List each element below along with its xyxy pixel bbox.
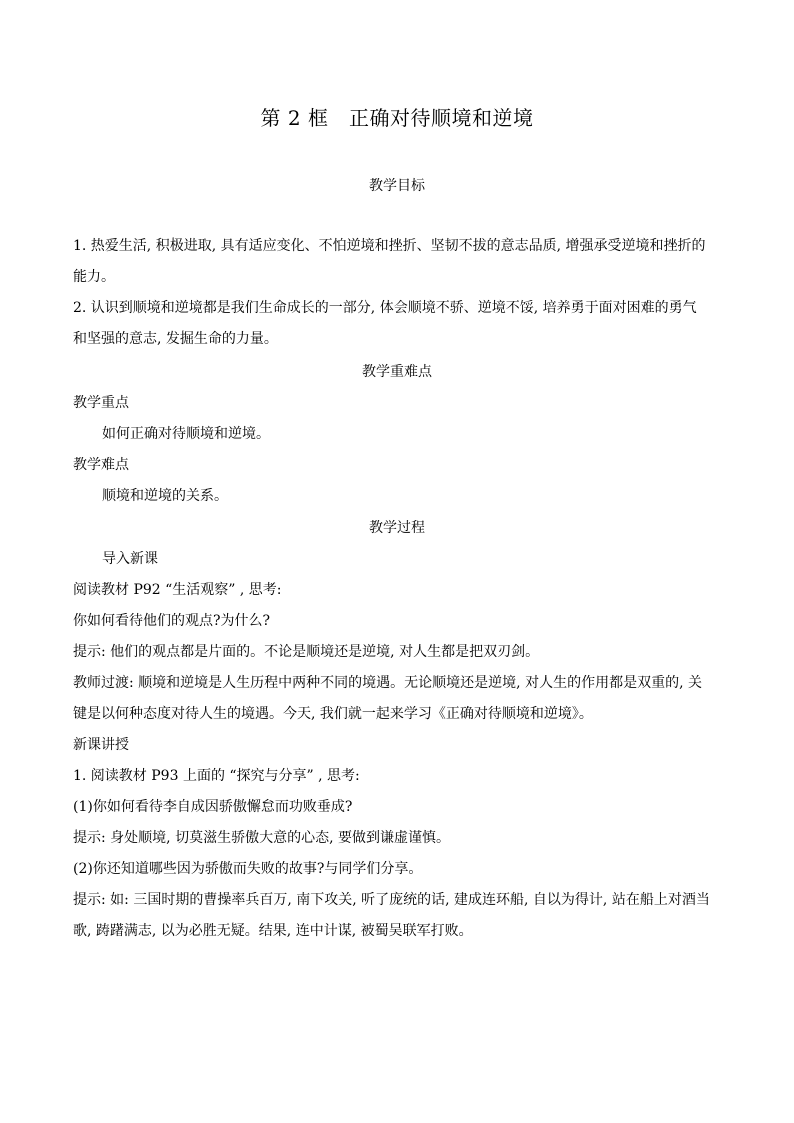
transition-line-1: 教师过渡: 顺境和逆境是人生历程中两种不同的境遇。无论顺境还是逆境, 对人生的作用都是双重的, 关 — [73, 675, 702, 691]
read-p92-line: 阅读教材 P92 “生活观察” , 思考: — [73, 582, 282, 598]
difficult-point-text: 顺境和逆境的关系。 — [102, 488, 228, 504]
section-heading-process: 教学过程 — [369, 520, 425, 536]
hint-2: 提示: 身处顺境, 切莫滋生骄傲大意的心态, 要做到谦虚谨慎。 — [73, 830, 450, 846]
section-heading-key-difficult: 教学重难点 — [362, 364, 432, 380]
hint-1: 提示: 他们的观点都是片面的。不论是顺境还是逆境, 对人生都是把双刃剑。 — [73, 644, 540, 660]
page-title: 第 2 框 正确对待顺境和逆境 — [260, 106, 534, 130]
goal-1-line-1: 1. 热爱生活, 积极进取, 具有适应变化、不怕逆境和挫折、坚韧不拔的意志品质, 增强承受逆境和挫折的 — [73, 238, 706, 254]
difficult-point-label: 教学难点 — [73, 457, 129, 473]
section-heading-goals: 教学目标 — [369, 178, 425, 194]
intro-label: 导入新课 — [102, 551, 158, 567]
goal-1-line-2: 能力。 — [73, 269, 115, 285]
key-point-label: 教学重点 — [73, 395, 129, 411]
transition-line-2: 键是以何种态度对待人生的境遇。今天, 我们就一起来学习《正确对待顺境和逆境》。 — [73, 706, 593, 722]
goal-2-line-2: 和坚强的意志, 发掘生命的力量。 — [73, 331, 278, 347]
hint-3-line-2: 歌, 踌躇满志, 以为必胜无疑。结果, 连中计谋, 被蜀吴联军打败。 — [73, 923, 473, 939]
hint-3-line-1: 提示: 如: 三国时期的曹操率兵百万, 南下攻关, 听了庞统的话, 建成连环船, 自以为得计, 站在船上对酒当 — [73, 892, 710, 908]
sub-question-2: (2)你还知道哪些因为骄傲而失败的故事?与同学们分享。 — [73, 861, 423, 877]
goal-2-line-1: 2. 认识到顺境和逆境都是我们生命成长的一部分, 体会顺境不骄、逆境不馁, 培养勇于面对困难的勇气 — [73, 300, 697, 316]
sub-question-1: (1)你如何看待李自成因骄傲懈怠而功败垂成? — [73, 799, 353, 815]
new-lesson-label: 新课讲授 — [73, 737, 129, 753]
question-1: 你如何看待他们的观点?为什么? — [73, 613, 271, 629]
read-p93-line: 1. 阅读教材 P93 上面的 “探究与分享” , 思考: — [73, 768, 360, 784]
key-point-text: 如何正确对待顺境和逆境。 — [102, 426, 270, 442]
